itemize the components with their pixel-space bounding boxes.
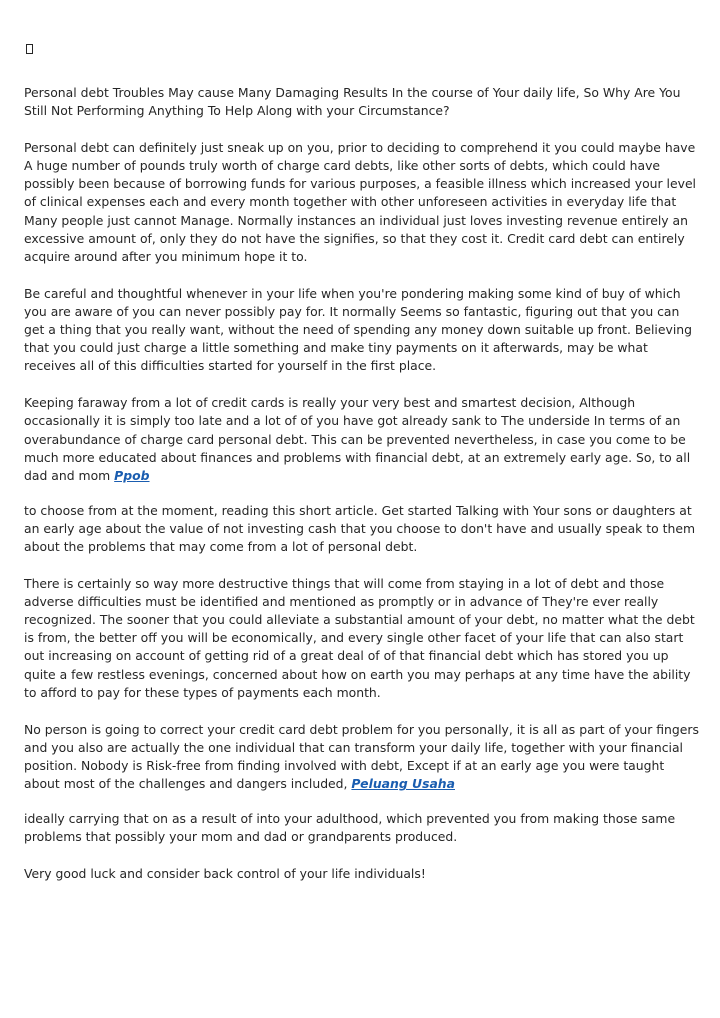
ppob-link[interactable]: Ppob: [114, 467, 150, 483]
paragraph-text: There is certainly so way more destructive things that will come from staying in a lot of debt and those adverse difficulties must be identified and mentioned as promptly or in advance of They're ever really recognized. The sooner that you could alleviate a substantial amount of your debt, no matter what the debt is from, the better off you will be economically, and every single other facet of your life that can also start out increasing on account of getting rid of a great deal of of that financial debt which has stored you up quite a few restless evenings, concerned about how on earth you may perhaps at any time have the ability to afford to pay for these types of payments each month.: [24, 576, 695, 700]
paragraph: [24, 865, 700, 883]
paragraph-text: to choose from at the moment, reading this short article. Get started Talking with Your sons or daughters at an early age about the value of not investing cash that you choose to don't have and usually speak to them about the problems that may come from a lot of personal debt.: [24, 502, 696, 554]
missing-glyph-icon: [26, 44, 33, 54]
paragraph-text: Be careful and thoughtful whenever in your life when you're pondering making some kind of buy of which you are aware of you can never possibly pay for. It normally Seems so fantastic, figuring out that you can get a thing that you really want, without the need of spending any money down suitable up front. Believing that you could just charge a little something and make tiny payments on it afterwards, may be what receives all of this difficulties started for yourself in the first place.: [24, 285, 692, 374]
paragraph: [24, 721, 700, 793]
paragraph: [24, 502, 700, 556]
paragraph-text: Very good luck and consider back control of your life individuals!: [24, 866, 426, 882]
paragraph-text: Personal debt can definitely just sneak up on you, prior to deciding to comprehend it you could maybe have A huge number of pounds truly worth of charge card debts, like other sorts of debts, which could have possibly been because of borrowing funds for various purposes, a feasible illness which increased your level of clinical expenses each and every month together with other unforeseen activities in everyday life that Many people just cannot Manage. Normally instances an individual just loves investing revenue entirely an excessive amount of, only they do not have the signifies, so that they cost it. Credit card debt can entirely acquire around after you minimum hope it to.: [24, 140, 697, 264]
paragraph-text: Personal debt Troubles May cause Many Damaging Results In the course of Your daily life, So Why Are You Still Not Performing Anything To Help Along with your Circumstance?: [24, 85, 681, 119]
paragraph-title: [24, 84, 700, 120]
paragraph-text: ideally carrying that on as a result of into your adulthood, which prevented you from making those same problems that possibly your mom and dad or grandparents produced.: [24, 811, 676, 845]
paragraph: [24, 285, 700, 375]
paragraph: [24, 575, 700, 702]
peluang-usaha-link[interactable]: Peluang Usaha: [351, 776, 455, 791]
document-body: [24, 40, 700, 902]
missing-glyph-row: [24, 40, 700, 58]
paragraph: [24, 394, 700, 484]
paragraph-text: Keeping faraway from a lot of credit cards is really your very best and smartest decision, Although occasionally it is simply too late and a lot of of you have got already sank to The underside In terms of an overabundance of charge card personal debt. This can be prevented nevertheless, in case you come to be much more educated about finances and problems with financial debt, at an extremely early age. So, to all dad and mom: [24, 395, 691, 483]
paragraph-text: No person is going to correct your credit card debt problem for you personally, it is all as part of your fingers and you also are actually the one individual that can transform your daily life, together with your financial position. Nobody is Risk-free from finding involved with debt, Except if at an early age you were taught about most of the challenges and dangers included,: [24, 721, 699, 791]
paragraph: [24, 139, 700, 266]
paragraph: [24, 810, 700, 846]
